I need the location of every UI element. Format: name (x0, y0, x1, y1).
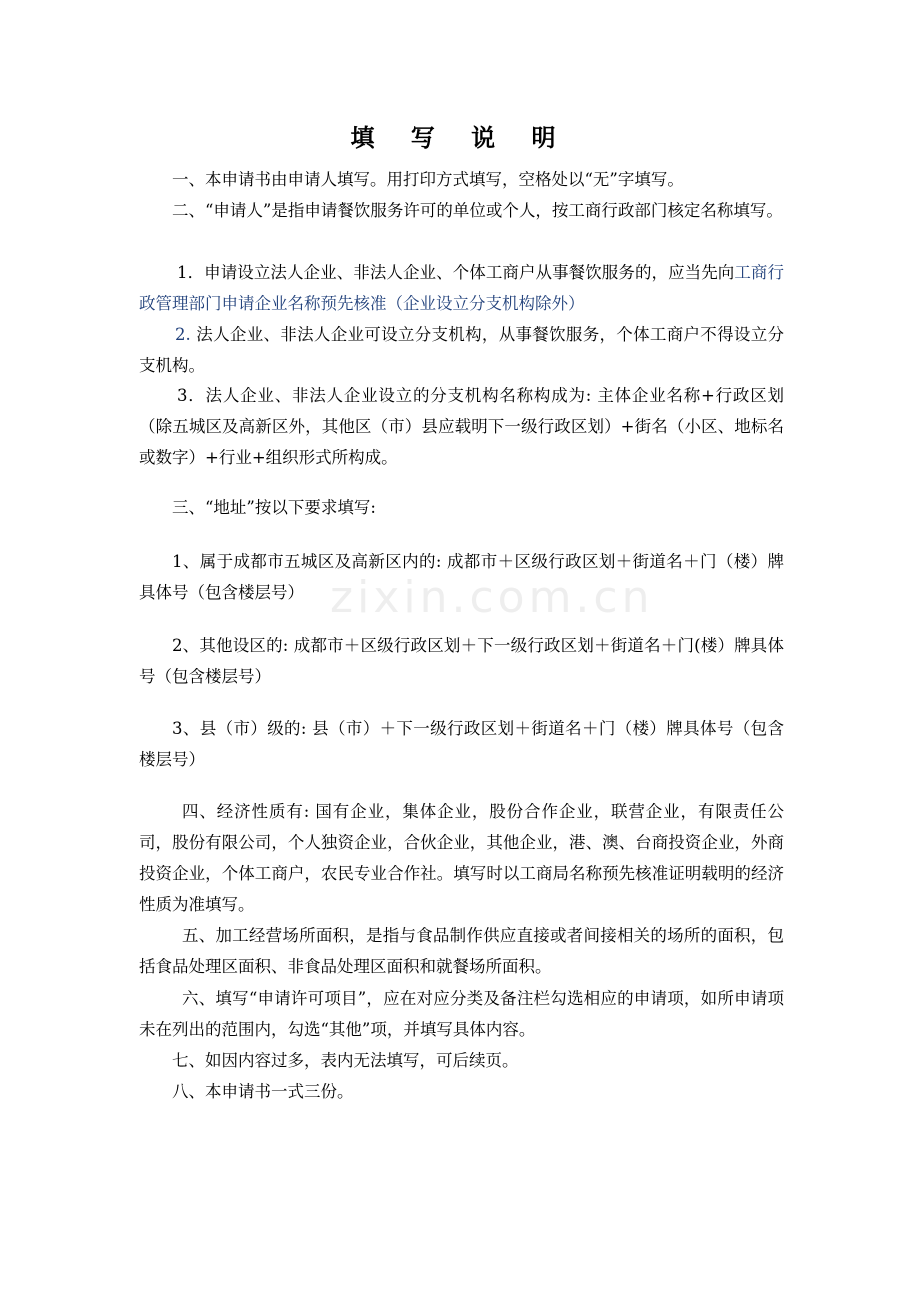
paragraph-2: 二、“申请人”是指申请餐饮服务许可的单位或个人，按工商行政部门核定名称填写。 (172, 201, 783, 220)
paragraph-2-2-number: 2. (175, 325, 191, 344)
paragraph-8: 八、本申请书一式三份。 (172, 1082, 354, 1101)
paragraph-4: 四、经济性质有: 国有企业，集体企业，股份合作企业，联营企业，有限责任公司，股份有限公司，个人独资企业，合伙企业，其他企业，港、澳、台商投资企业，外商投资企业，个体工商户，农民专业合作社。填写时以工商局名称预先核准证明载明的经济性质为准填写。 (139, 802, 784, 914)
paragraph-3-2: 2、其他设区的: 成都市＋区级行政区划＋下一级行政区划＋街道名＋门(楼）牌具体号（包含楼层号） (139, 636, 784, 686)
paragraph-2-2 (139, 319, 784, 381)
page-title: 填 写 说 明 (350, 124, 570, 152)
paragraph-2-1-highlight: 工商行政管理部门申请企业名称预先核准（企业设立分支机构除外） (139, 263, 784, 313)
watermark: zixin.com.cn (330, 572, 654, 623)
paragraph-2-2-text: 法人企业、非法人企业可设立分支机构，从事餐饮服务，个体工商户不得设立分支机构。 (139, 325, 784, 375)
paragraph-2-1 (139, 257, 784, 319)
paragraph-5: 五、加工经营场所面积，是指与食品制作供应直接或者间接相关的场所的面积，包括食品处理区面积、非食品处理区面积和就餐场所面积。 (139, 926, 784, 976)
paragraph-2-1-text: 1．申请设立法人企业、非法人企业、个体工商户从事餐饮服务的，应当先向 (177, 263, 735, 282)
paragraph-6: 六、填写“申请许可项目”，应在对应分类及备注栏勾选相应的申请项，如所申请项未在列出的范围内，勾选“其他”项，并填写具体内容。 (139, 989, 784, 1039)
paragraph-2-3: 3．法人企业、非法人企业设立的分支机构名称构成为: 主体企业名称+行政区划（除五城区及高新区外，其他区（市）县应载明下一级行政区划）+街名（小区、地标名或数字）+行业+组织形式所构成。 (139, 386, 784, 467)
paragraph-7: 七、如因内容过多，表内无法填写，可后续页。 (172, 1051, 519, 1070)
paragraph-3: 三、“地址”按以下要求填写: (172, 498, 376, 517)
paragraph-3-1: 1、属于成都市五城区及高新区内的: 成都市＋区级行政区划＋街道名＋门（楼）牌具体号（包含楼层号） (139, 552, 784, 602)
paragraph-1: 一、本申请书由申请人填写。用打印方式填写，空格处以“无”字填写。 (172, 170, 684, 189)
paragraph-3-3: 3、县（市）级的: 县（市）＋下一级行政区划＋街道名＋门（楼）牌具体号（包含楼层号） (139, 719, 784, 769)
